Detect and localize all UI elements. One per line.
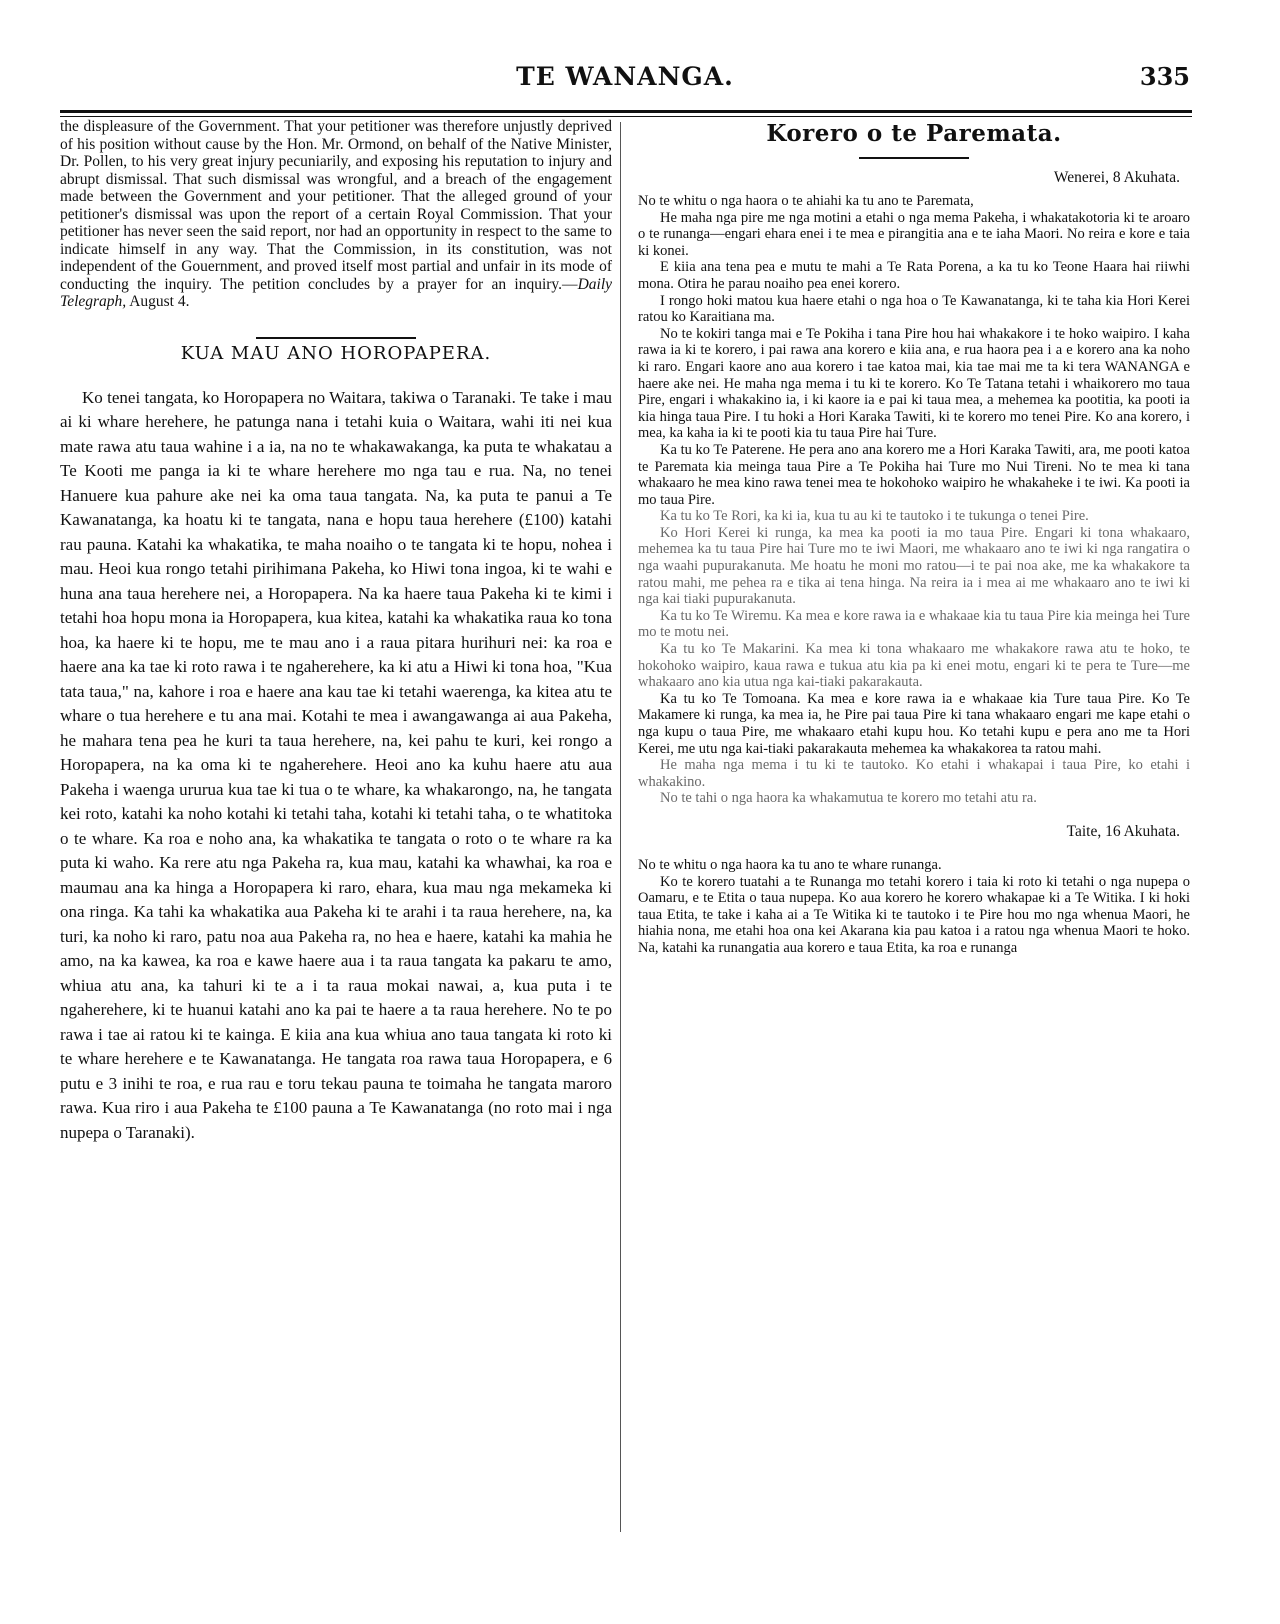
paremata-paragraph: No te kokiri tanga mai e Te Pokiha i tana Pire hou hai whakakore i te hoko waipiro. I kaha rawa ia ki te korero, i pai rawa ana korero e kiia ana, e rua haora pea i a e korero ana ka noho ki raro. Engari kaore ano aua korero i tae katoa mai, kia tae mai me ta ki tera WANANGA e haere ake nei. He maha nga mema i tu ki te korero. Ko Te Tatana tetahi i whaikorero mo taua Pire, engari i whakakino ia, i ki kaore ia e pai ki taua mea, a mehemea ka pootitia, ka pooti ia kia hinga taua Pire. I tu hoki a Hori Karaka Tawiti, ki te korero mo tenei Pire. Ko ana korero, i mea, ka kaha ia ki te pooti kia tu taua Pire hai Ture. bbox=[638, 325, 1190, 442]
horopapera-heading: KUA MAU ANO HOROPAPERA. bbox=[180, 342, 492, 364]
paremata-paragraph: E kiia ana tena pea e mutu te mahi a Te Rata Porena, a ka tu ko Teone Haara hai riiwhi mona. Otira he parau noaiho pea enei korero. bbox=[638, 259, 1190, 292]
paremata-paragraph: He maha nga pire me nga motini a etahi o nga mema Pakeha, i whakatakotoria ki te aroaro o te runanga—engari ehara enei i te mea e pirangitia ana e te iaha Maori. No reira e kore e taia ki konei. bbox=[638, 209, 1190, 259]
spacer bbox=[638, 847, 1190, 857]
paremata-paragraph: I rongo hoki matou kua haere etahi o nga hoa o Te Kawanatanga, ki te taha kia Hori Kerei ratou ko Karaitiana ma. bbox=[638, 292, 1190, 326]
horopapera-heading-block bbox=[60, 337, 612, 364]
paremata-paragraph: Ka tu ko Te Wiremu. Ka mea e kore rawa ia e whakaae kia tu taua Pire kia meinga hei Ture mo te motu nei. bbox=[638, 607, 1190, 641]
header-rule-thin bbox=[60, 116, 1192, 117]
heading-bar bbox=[859, 157, 969, 159]
dateline-thursday: Taite, 16 Akuhata. bbox=[1066, 822, 1180, 840]
paremata-paragraph: He maha nga mema i tu ki te tautoko. Ko etahi i whakapai i taua Pire, ko etahi i whakakino. bbox=[638, 757, 1190, 790]
paremata-heading: Korero o te Paremata. bbox=[766, 120, 1062, 147]
header-rule bbox=[60, 110, 1192, 113]
petition-date: August 4. bbox=[126, 293, 190, 310]
paremata-paragraph: Ka tu ko Te Rori, ka ki ia, kua tu au ki te tautoko i te tukunga o tenei Pire. bbox=[660, 508, 1089, 525]
runanga-paragraph: Ko te korero tuatahi a te Runanga mo tetahi korero i taia ki roto ki tetahi o nga nupepa o Oamaru, e te Etita o taua nupepa. Ko aua korero he korero whakapae ki a Te Witika. I ki hoki taua Etita, te take i kaha ai a Te Witika ki te tautoko i te Pire hou mo nga whenua Maori, he hiahia nona, me etahi hoa ona kei Akarana kia pau katoa i a ratou nga whenua Maori te hoko. Na, katahi ka runangatia aua korero e taua Etita, ka roa e runanga bbox=[638, 873, 1190, 956]
petition-text: the displeasure of the Government. That your petitioner was therefore unjustly deprived of his position without cause by the Hon. Mr. Ormond, on behalf of the Native Minister, Dr. Pollen, to his very great injury pecuniarily, and exposing his reputation to injury and abrupt dismissal. That such dismissal was wrongful, and a breach of the engagement made between the Government and your petitioner. That the alleged ground of your petitioner's dismissal was upon the report of a certain Royal Commission. That your petitioner has never seen the said report, nor had an opportunity in respect to the same to indicate himself in any way. That the Commission, in its constitution, was not independent of the Gouernment, and proved itself most partial and unfair in its mode of conducting the inquiry. The petition concludes by a prayer for an inquiry.— bbox=[60, 118, 612, 293]
petition-article bbox=[60, 118, 612, 311]
petition-source: Daily Telegraph, bbox=[60, 275, 612, 310]
masthead bbox=[60, 58, 1190, 102]
runanga-paragraph: No te whitu o nga haora ka tu ano te whare runanga. bbox=[638, 856, 942, 873]
page-number: 335 bbox=[1139, 62, 1190, 91]
right-column bbox=[638, 118, 1190, 957]
newspaper-title: TE WANANGA. bbox=[516, 62, 734, 91]
horopapera-article: Ko tenei tangata, ko Horopapera no Waitara, takiwa o Taranaki. Te take i mau ai ki whare herehere, he patunga nana i tetahi kuia o Waitara, wahi iti nei kua mate rawa atu taua wahine i a ia, na no te whakawakanga, ka puta te whakatau a Te Kooti me panga ia ki te whare herehere mo nga tau e rua. Na, no tenei Hanuere kua pahure ake nei ka oma taua tangata. Na, ka puta te panui a Te Kawanatanga, ka hoatu ki te tangata, nana e hopu taua herehere (£100) katahi rau pauna. Katahi ka whakatika, te maha noaiho o te tangata ki te hopu, nohea i mau. Heoi kua rongo tetahi pirihimana Pakeha, ko Hiwi tona ingoa, ki te wahi e huna ana taua herehere nei, a Horopapera. Na ka haere taua Pakeha ki te kimi i tetahi hoa hopu mona ia Horopapera, kua kitea, katahi ka whakatika raua ko tona hoa, ka haere ki te hopu, me te mau ano i a raua pitara hurihuri nei: ka roa e haere ana ka tae ki roto rawa i te ngaherehere, ka ki atu a Hiwi ki tona hoa, "Kua tata taua," na, kahore i roa e haere ana kau tae ki tetahi waerenga, ka kitea atu te whare o tua herehere e tu ana mai. Kotahi te mea i awangawanga ai aua Pakeha, he mahara tena pea he kuri ta taua herehere, na, kei pahu te kuri, kei rongo a Horopapera, na ka oma ki te ngaherehere. Heoi ano ka kuhu haere atu aua Pakeha i waenga ururua kua tae ki tua o te whare, ka whakarongo, na, he tangata kei roto, katahi ka noho kotahi ki tetahi taha, kotahi ki tetahi taha, o te whatitoka o te whare. Ka roa e noho ana, ka whakatika te tangata o roto o te whare ra ka puta ki waho. Ka rere atu nga Pakeha ra, kua mau, katahi ka whawhai, ka roa e maumau ana ka hinga a Horopapera ki raro, ehara, kua mau nga mekameka ki ona ringa. Ka tahi ka whakatika aua Pakeha ki te arahi i ta raua herehere, na, ka turi, ka noho ki raro, patu noa aua Pakeha ra, no hea e haere, katahi ka mahia he amo, na ka kawea, ka roa e kawe haere aua i ta raua tangata ka pakaru te amo, whiua atu ana, ka tahuri ki te a i ta raua mokai nawai, a, kua puta i te ngaherehere, ki te huanui katahi ano ka pai te haere a ta raua herehere. No te po rawa i tae ai ratou ki te kainga. E kiia ana kua whiua ano taua tangata ki roto ki te whare herehere e te Kawanatanga. He tangata roa rawa taua Horopapera, e 6 putu e 3 inihi te roa, e rua rau e toru tekau pauna te toimaha he tangata maroro rawa. Kua riro i aua Pakeha te £100 pauna a Te Kawanatanga (no roto mai i nga nupepa o Taranaki). bbox=[60, 387, 612, 1142]
paremata-paragraph: Ka tu ko Te Paterene. He pera ano ana korero me a Hori Karaka Tawiti, ara, me pooti katoa te Paremata kia meinga taua Pire a Te Pokiha hai Ture mo Nui Tireni. No te mea ki tana whakaaro he mea kino rawa tenei mea te hokohoko waipiro he whakaheke i te iwi. Ka pooti ia mo taua Pire. bbox=[638, 441, 1190, 508]
dateline-wednesday: Wenerei, 8 Akuhata. bbox=[1053, 169, 1180, 186]
heading-bar bbox=[256, 337, 416, 339]
paremata-paragraph: Ka tu ko Te Tomoana. Ka mea e kore rawa ia e whakaae kia Ture taua Pire. Ko Te Makamere ki runga, ka mea ia, he Pire pai taua Pire ki tana whakaaro engari me kape etahi o nga kupu o taua Pire, me whakaaro etahi kupu hou. Ko tetahi kupu e pera ano me ta Hori Kerei, me utu nga kai-tiaki pakarakauta mehemea ka whakakorea ta ratou mahi. bbox=[638, 690, 1190, 757]
paremata-paragraph: Ka tu ko Te Makarini. Ka mea ki tona whakaaro me whakakore rawa atu te hoko, te hokohoko waipiro, kaua rawa e tukua atu kia pa ki enei motu, engari ki te pera te Ture—me whakaaro ano kia utua nga kai-tiaki pakarakauta. bbox=[638, 641, 1190, 691]
column-divider bbox=[620, 122, 621, 1532]
paremata-paragraph: Ko Hori Kerei ki runga, ka mea ka pooti ia mo taua Pire. Engari ki tona whakaaro, mehemea ka tu taua Pire hai Ture mo te iwi Maori, me whakaaro ano te iwi ki nga rangatira o nga waahi pupurakanuta. Me hoatu he moni mo ratou—i te pai noa ake, me ka whakakore ta ratou mahi, me pehea ra e tika ai tena hinga. Na reira ia i mea ai me whakaaro ano te iwi ki nga kai tiaki pupurakanuta. bbox=[638, 524, 1190, 608]
left-column bbox=[60, 118, 612, 1145]
paremata-paragraph: No te tahi o nga haora ka whakamutua te korero mo tetahi atu ra. bbox=[660, 790, 1037, 807]
paremata-paragraph: No te whitu o nga haora o te ahiahi ka tu ano te Paremata, bbox=[638, 193, 974, 209]
